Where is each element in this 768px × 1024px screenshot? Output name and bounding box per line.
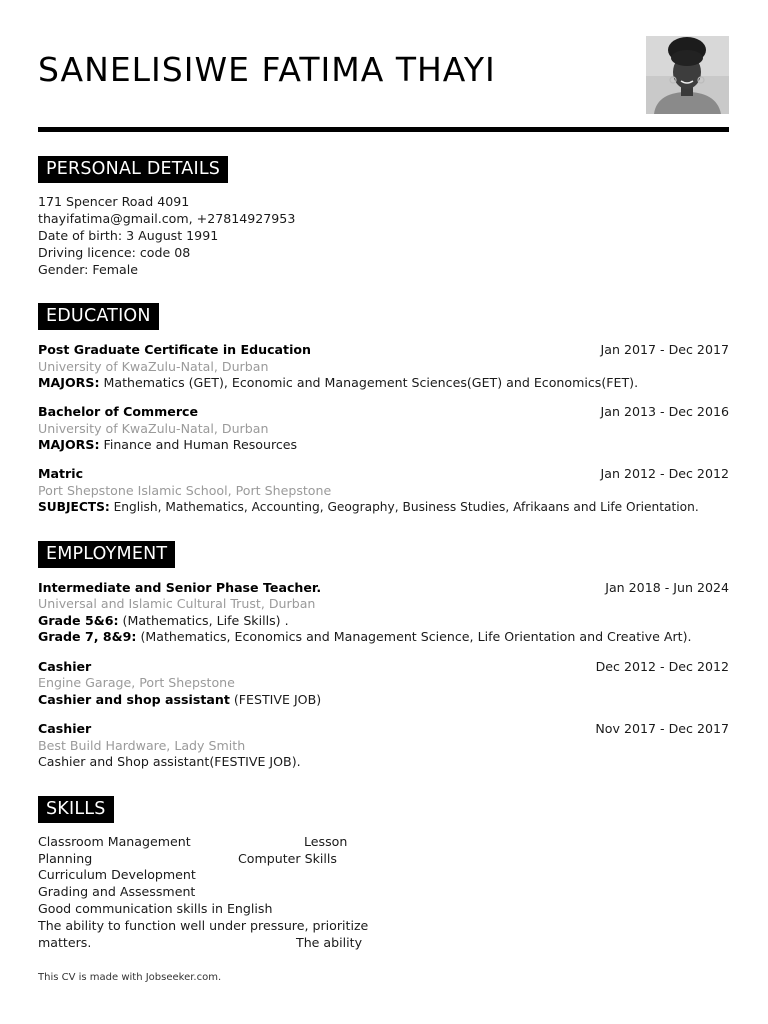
detail-label: Grade 7, 8&9: xyxy=(38,629,137,644)
job-employer: Universal and Islamic Cultural Trust, Durban xyxy=(38,596,316,611)
employment-heading: EMPLOYMENT xyxy=(38,541,175,568)
detail-text: (Mathematics, Life Skills) . xyxy=(118,613,289,628)
detail-label: SUBJECTS: xyxy=(38,500,110,514)
address: 171 Spencer Road 4091 xyxy=(38,194,190,209)
education-title: Post Graduate Certificate in Education xyxy=(38,342,311,357)
job-date: Nov 2017 - Dec 2017 xyxy=(595,721,729,736)
skill-line: Computer Skills xyxy=(238,851,337,866)
job-employer: Best Build Hardware, Lady Smith xyxy=(38,738,246,753)
skill-line: Planning xyxy=(38,851,93,866)
job-title: Cashier xyxy=(38,721,92,736)
personal-details-heading: PERSONAL DETAILS xyxy=(38,156,228,183)
skills-heading: SKILLS xyxy=(38,796,114,823)
footer-note: This CV is made with Jobseeker.com. xyxy=(38,972,222,983)
education-school: University of KwaZulu-Natal, Durban xyxy=(38,359,269,374)
job-employer: Engine Garage, Port Shepstone xyxy=(38,675,235,690)
candidate-name: SANELISIWE FATIMA THAYI xyxy=(38,50,496,89)
job-title: Intermediate and Senior Phase Teacher. xyxy=(38,580,322,595)
detail-text: English, Mathematics, Accounting, Geography, Business Studies, Afrikaans and Life Orientation. xyxy=(109,500,699,514)
job-date: Jan 2018 - Jun 2024 xyxy=(605,580,729,595)
gender: Gender: Female xyxy=(38,262,138,277)
detail-text: Mathematics (GET), Economic and Management Sciences(GET) and Economics(FET). xyxy=(99,375,639,390)
date-of-birth: Date of birth: 3 August 1991 xyxy=(38,228,219,243)
detail-text: (Mathematics, Economics and Management Science, Life Orientation and Creative Art). xyxy=(136,629,692,644)
education-title: Matric xyxy=(38,466,84,481)
detail-label: Grade 5&6: xyxy=(38,613,119,628)
job-date: Dec 2012 - Dec 2012 xyxy=(595,659,729,674)
job-detail: Cashier and Shop assistant(FESTIVE JOB). xyxy=(38,754,301,769)
job-detail xyxy=(38,628,692,645)
education-date: Jan 2013 - Dec 2016 xyxy=(600,404,729,419)
education-school: University of KwaZulu-Natal, Durban xyxy=(38,421,269,436)
profile-photo xyxy=(646,36,729,114)
contact-info: thayifatima@gmail.com, +27814927953 xyxy=(38,211,296,226)
education-school: Port Shepstone Islamic School, Port Shepstone xyxy=(38,483,332,498)
skill-line: The ability xyxy=(296,935,363,950)
driving-licence: Driving licence: code 08 xyxy=(38,245,191,260)
skill-line: The ability to function well under pressure, prioritize xyxy=(38,918,369,933)
skill-line: Good communication skills in English xyxy=(38,901,273,916)
detail-label: MAJORS: xyxy=(38,437,100,452)
skill-line: Lesson xyxy=(304,834,348,849)
job-title: Cashier xyxy=(38,659,92,674)
detail-text: (FESTIVE JOB) xyxy=(229,692,322,707)
education-date: Jan 2017 - Dec 2017 xyxy=(600,342,729,357)
education-date: Jan 2012 - Dec 2012 xyxy=(600,466,729,481)
profile-portrait-image xyxy=(646,36,729,114)
skill-line: Classroom Management xyxy=(38,834,191,849)
skill-line: matters. xyxy=(38,935,92,950)
education-detail xyxy=(38,499,699,516)
detail-text: Finance and Human Resources xyxy=(99,437,298,452)
skill-line: Curriculum Development xyxy=(38,867,196,882)
skill-line: Grading and Assessment xyxy=(38,884,196,899)
education-title: Bachelor of Commerce xyxy=(38,404,199,419)
header-divider xyxy=(38,127,729,132)
education-heading: EDUCATION xyxy=(38,303,159,330)
education-detail xyxy=(38,374,638,391)
job-detail xyxy=(38,691,321,708)
detail-label: Cashier and shop assistant xyxy=(38,692,230,707)
detail-label: MAJORS: xyxy=(38,375,100,390)
education-detail xyxy=(38,436,297,453)
job-detail xyxy=(38,612,289,629)
